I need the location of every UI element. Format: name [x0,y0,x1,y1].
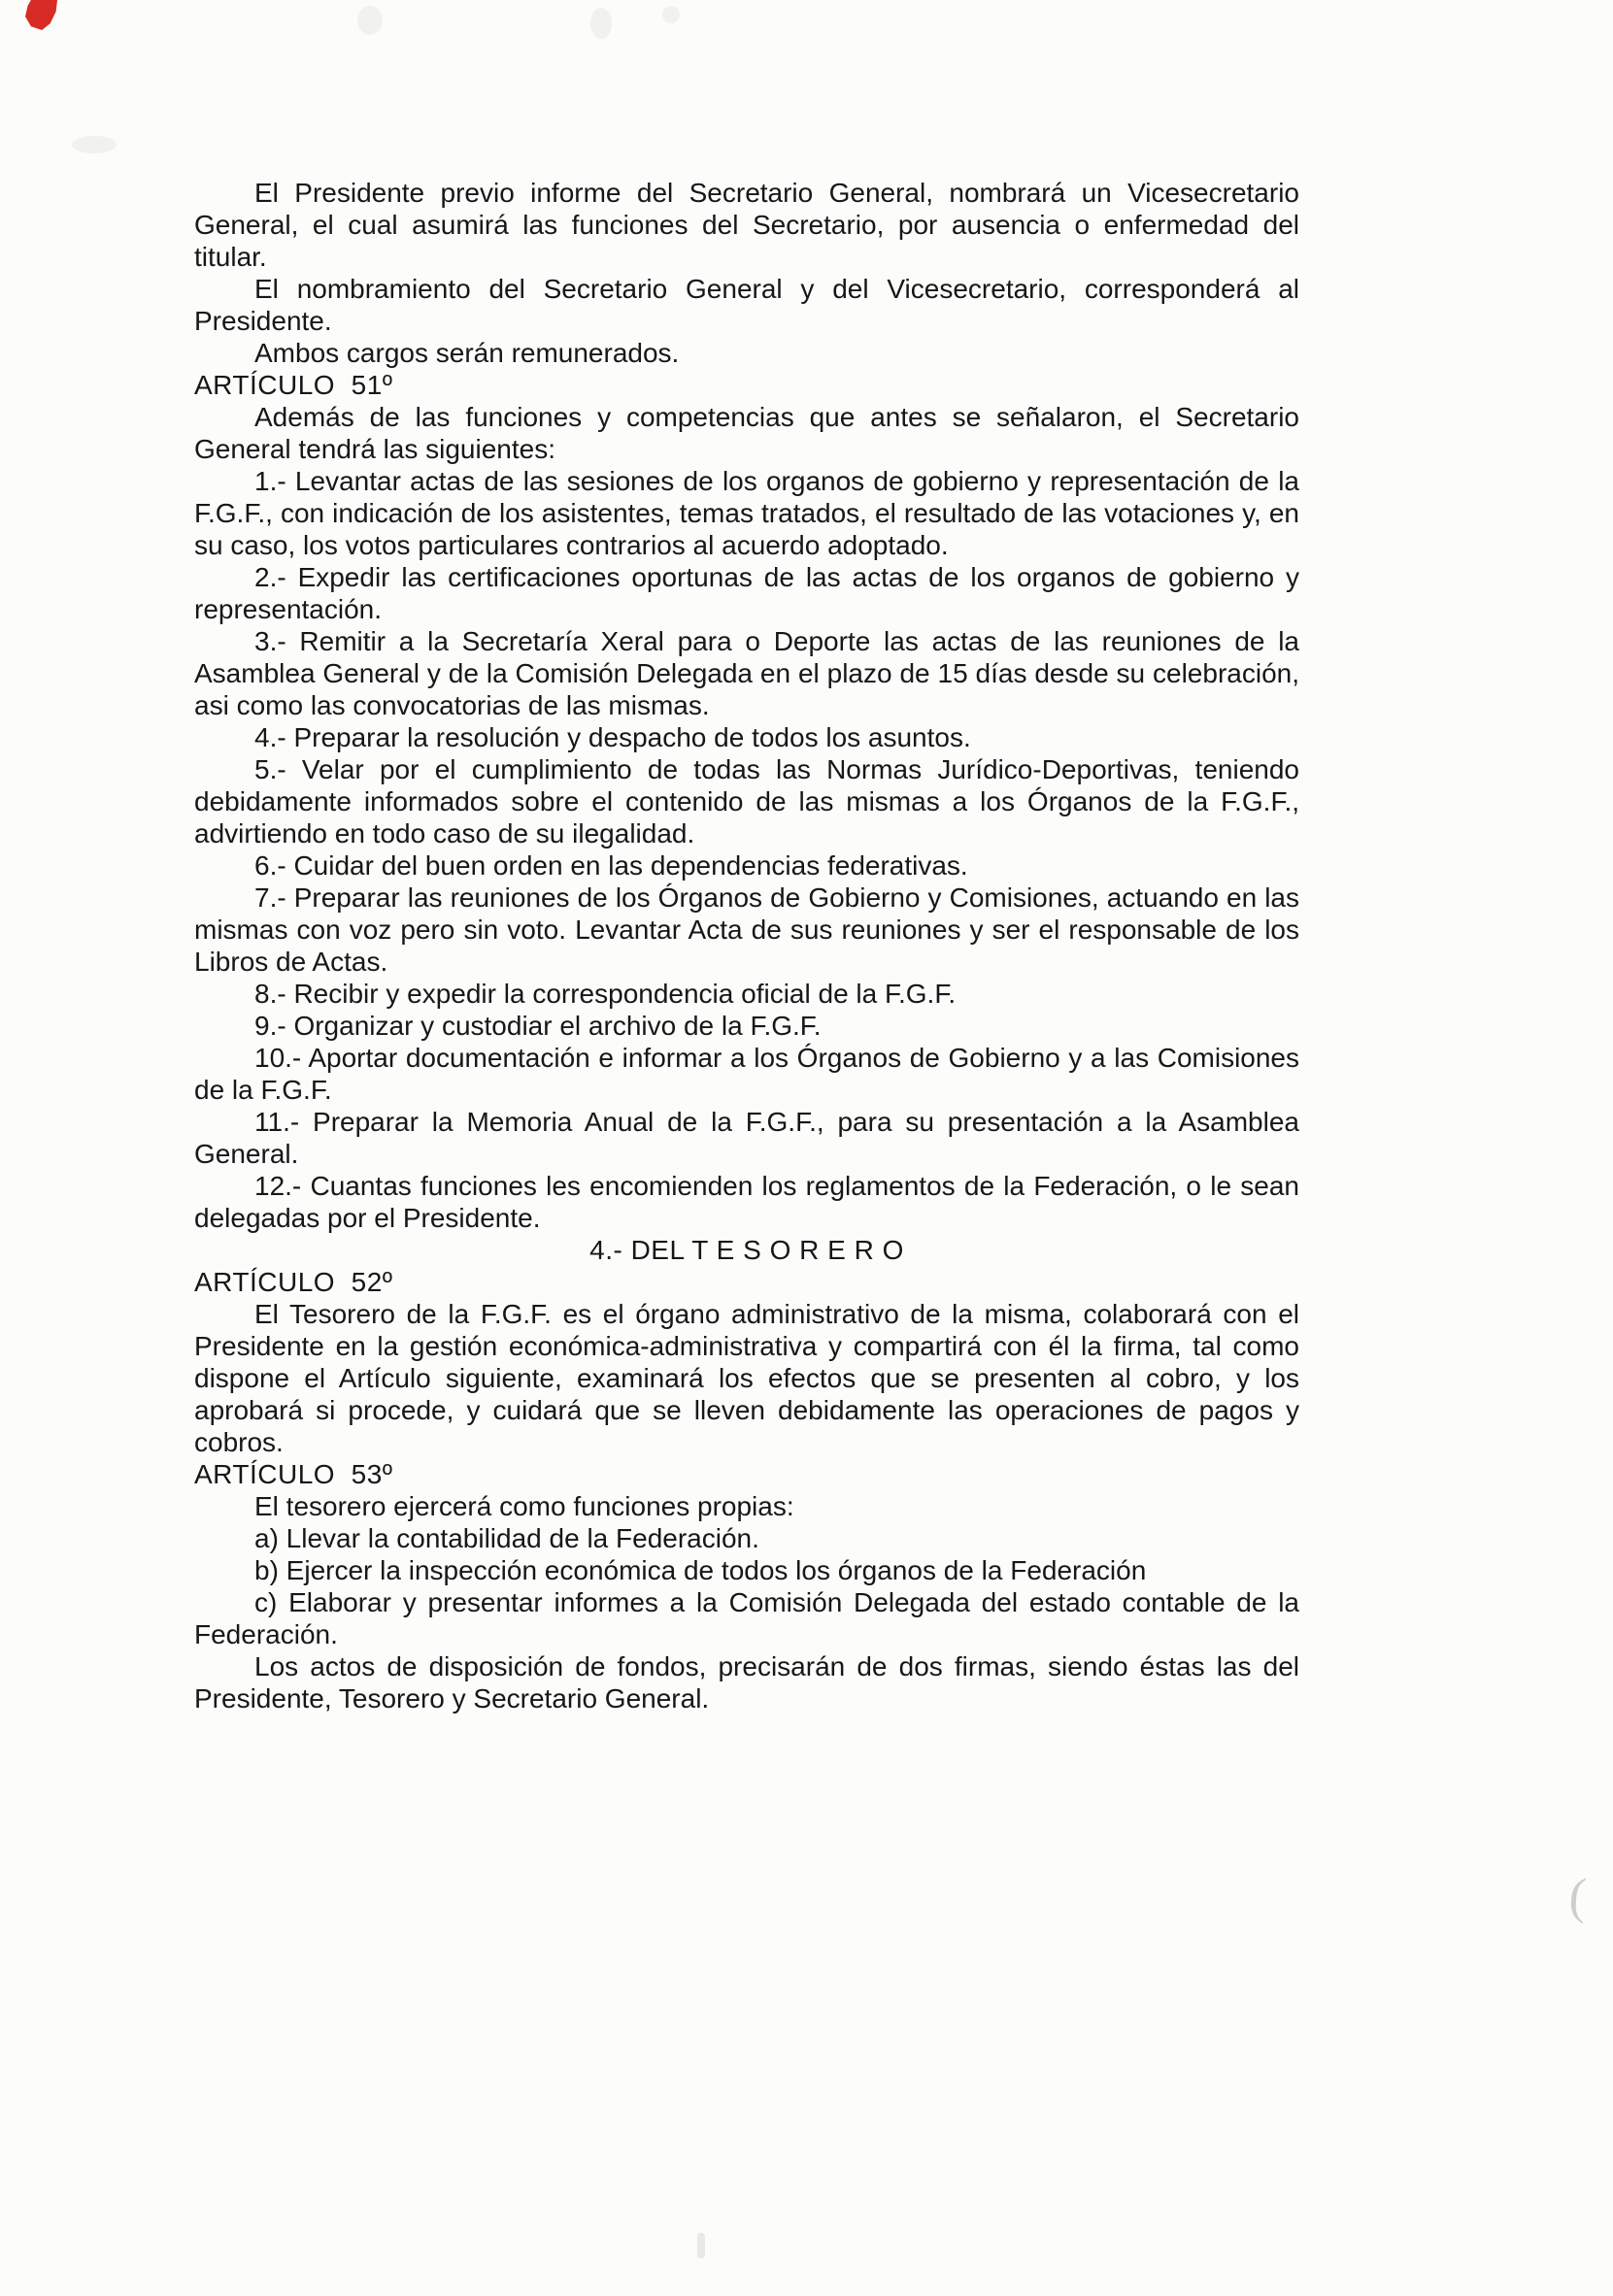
document-body [194,177,1299,1714]
scan-smudge [72,136,117,153]
article-51-item-5: 5.- Velar por el cumplimiento de todas las Normas Jurídico-Deportivas, teniendo debidamente informados sobre el contenido de las mismas a los Órganos de la F.G.F., advirtiendo en todo caso de su ilegalidad. [194,754,1299,849]
article-51-item-12: 12.- Cuantas funciones les encomienden los reglamentos de la Federación, o le sean delegadas por el Presidente. [194,1171,1299,1233]
article-51-heading: ARTÍCULO 51º [194,370,393,400]
article-51-item-10: 10.- Aportar documentación e informar a los Órganos de Gobierno y a las Comisiones de la F.G.F. [194,1043,1299,1105]
article-53-item-c: c) Elaborar y presentar informes a la Comisión Delegada del estado contable de la Federación. [194,1587,1299,1649]
scan-smudge [357,6,383,35]
intro-paragraph-2: El nombramiento del Secretario General y del Vicesecretario, corresponderá al Presidente. [194,274,1299,336]
intro-paragraph-3: Ambos cargos serán remunerados. [254,338,680,368]
article-51-item-9: 9.- Organizar y custodiar el archivo de la F.G.F. [254,1011,822,1041]
article-52-body: El Tesorero de la F.G.F. es el órgano administrativo de la misma, colaborará con el Presidente en la gestión económica-administrativa y compartirá con él la firma, tal como dispone el Artículo siguiente, examinará los efectos que se presenten al cobro, y los aprobará si procede, y cuidará que se lleven debidamente las operaciones de pagos y cobros. [194,1299,1299,1457]
stray-pen-mark: ( [1567,1868,1589,1925]
article-51-item-2: 2.- Expedir las certificaciones oportunas de las actas de los organos de gobierno y representación. [194,562,1299,624]
article-53-heading: ARTÍCULO 53º [194,1459,393,1489]
article-51-item-1: 1.- Levantar actas de las sesiones de los organos de gobierno y representación de la F.G.F., con indicación de los asistentes, temas tratados, el resultado de las votaciones y, en su caso, los votos particulares contrarios al acuerdo adoptado. [194,466,1299,560]
article-51-item-8: 8.- Recibir y expedir la correspondencia oficial de la F.G.F. [254,979,957,1009]
article-53-intro: El tesorero ejercerá como funciones propias: [254,1491,794,1521]
section-4-heading: 4.- DEL T E S O R E R O [589,1235,904,1265]
scan-smudge [697,2233,705,2258]
closing-paragraph: Los actos de disposición de fondos, precisarán de dos firmas, siendo éstas las del Presidente, Tesorero y Secretario General. [194,1651,1299,1714]
article-52-heading: ARTÍCULO 52º [194,1267,393,1297]
intro-paragraph-1: El Presidente previo informe del Secretario General, nombrará un Vicesecretario General, el cual asumirá las funciones del Secretario, por ausencia o enfermedad del titular. [194,178,1299,272]
article-53-item-b: b) Ejercer la inspección económica de todos los órganos de la Federación [254,1555,1147,1585]
article-51-item-11: 11.- Preparar la Memoria Anual de la F.G.F., para su presentación a la Asamblea General. [194,1107,1299,1169]
scan-smudge [662,6,680,23]
scan-smudge [590,8,612,39]
article-53-item-a: a) Llevar la contabilidad de la Federación. [254,1523,759,1553]
article-51-item-7: 7.- Preparar las reuniones de los Órganos de Gobierno y Comisiones, actuando en las mismas con voz pero sin voto. Levantar Acta de sus reuniones y ser el responsable de los Libros de Actas. [194,882,1299,977]
article-51-item-6: 6.- Cuidar del buen orden en las dependencias federativas. [254,850,968,881]
article-51-intro: Además de las funciones y competencias que antes se señalaron, el Secretario General tendrá las siguientes: [194,402,1299,464]
red-ink-mark [25,0,57,30]
article-51-item-4: 4.- Preparar la resolución y despacho de todos los asuntos. [254,722,971,752]
article-51-item-3: 3.- Remitir a la Secretaría Xeral para o Deporte las actas de las reuniones de la Asamblea General y de la Comisión Delegada en el plazo de 15 días desde su celebración, asi como las convocatorias de las mismas. [194,626,1299,720]
